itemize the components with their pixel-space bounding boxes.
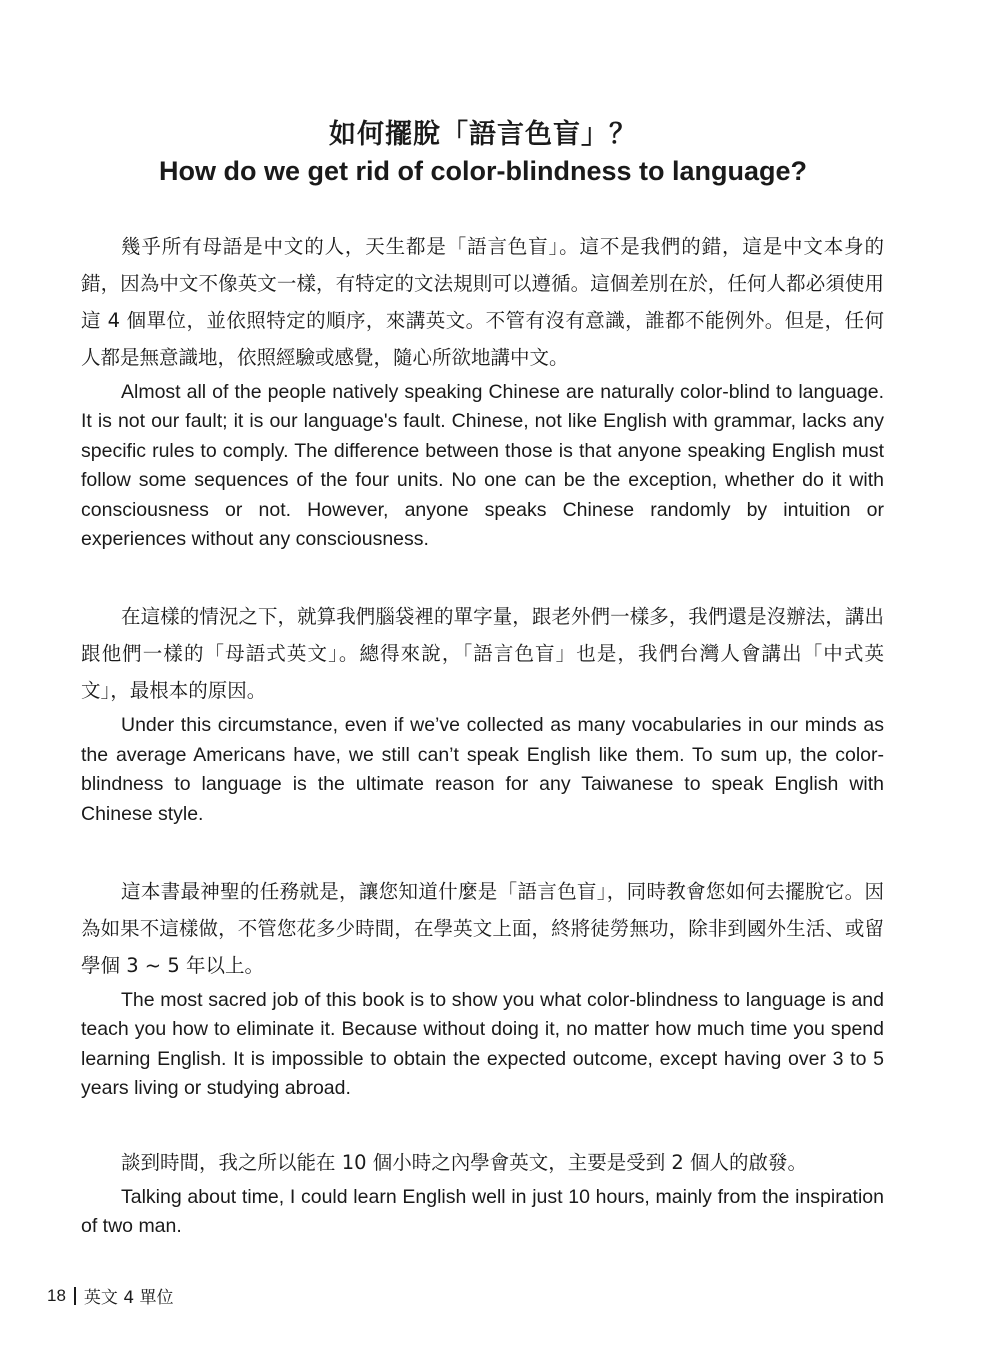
paragraph-english-3: The most sacred job of this book is to show you what color-blindness to language is and teach you how to eliminate it. Because without doing it, no matter how much time you spend learning English. It is impossible to obtain the expected outcome, except having over 3 to 5 years living or studying abroad. (81, 989, 884, 1100)
paragraph-chinese-4: 談到時間，我之所以能在 10 個小時之內學會英文，主要是受到 2 個人的啟發。 (121, 1150, 808, 1174)
page-title-english: How do we get rid of color-blindness to language? (158, 156, 807, 186)
paragraph-english-4: Talking about time, I could learn English well in just 10 hours, mainly from the inspiration of two man. (81, 1185, 884, 1238)
paragraph-english-1: Almost all of the people natively speaking Chinese are naturally color-blind to language. It is not our fault; it is our language's fault. Chinese, not like English with grammar, lacks any specific rules to comply. The difference between those is that anyone speaking English must follow some sequences of the four units. No one can be the exception, whether do it with consciousness or not. However, anyone speaks Chinese randomly by intuition or experiences without any consciousness. (81, 381, 884, 551)
footer-section-title: 英文 4 單位 (83, 1288, 174, 1308)
page-title-chinese: 如何擺脫「語言色盲」？ (329, 119, 637, 150)
paragraph-chinese-2: 在這樣的情況之下，就算我們腦袋裡的單字量，跟老外們一樣多，我們還是沒辦法，講出跟他們一樣的「母語式英文」。總得來說，「語言色盲」也是，我們台灣人會講出「中式英文」，最根本的原因。 (81, 605, 884, 703)
page-number: 18 (47, 1285, 66, 1305)
paragraph-english-2: Under this circumstance, even if we’ve collected as many vocabularies in our minds as the average Americans have, we still can’t speak English like them. To sum up, the color-blindness to language is the ultimate reason for any Taiwanese to speak English with Chinese style. (81, 714, 884, 825)
body-content (81, 228, 884, 1242)
paragraph-chinese-3: 這本書最神聖的任務就是，讓您知道什麼是「語言色盲」，同時教會您如何去擺脫它。因為如果不這樣做，不管您花多少時間，在學英文上面，終將徒勞無功，除非到國外生活、或留學個 3 ~ 5 年以上。 (81, 880, 884, 978)
paragraph-chinese-1: 幾乎所有母語是中文的人，天生都是「語言色盲」。這不是我們的錯，這是中文本身的錯，因為中文不像英文一樣，有特定的文法規則可以遵循。這個差別在於，任何人都必須使用這 4 個單位，並依照特定的順序，來講英文。不管有沒有意識，誰都不能例外。但是，任何人都是無意識地，依照經驗或感覺，隨心所欲地講中文。 (81, 235, 884, 369)
footer-divider (74, 1287, 76, 1305)
page-footer (47, 1283, 174, 1308)
